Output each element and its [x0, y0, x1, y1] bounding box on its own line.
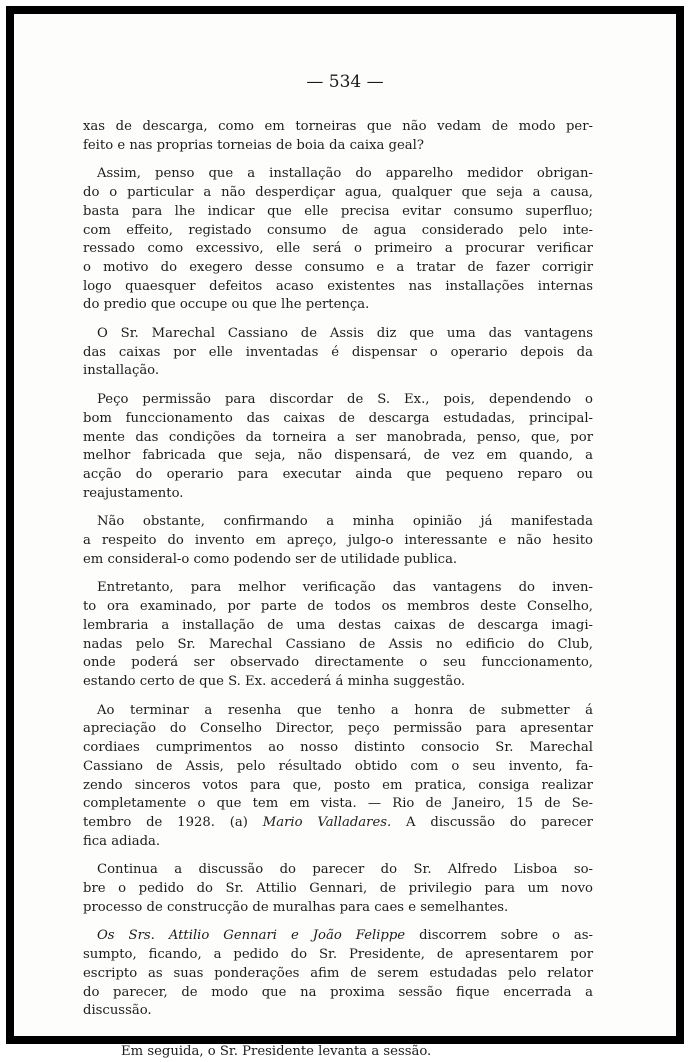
text-line: Entretanto, para melhor verificação das vantagens do inven-: [97, 580, 593, 596]
text-line: apreciação do Conselho Director, peço permissão para apresentar: [83, 721, 593, 737]
text-line: processo de construcção de muralhas para caes e semelhantes.: [83, 899, 509, 915]
text-line: logo quaesquer defeitos acaso existentes nas installações internas: [83, 278, 593, 294]
text-line: mente das condições da torneira a ser manobrada, penso, que, por: [83, 429, 593, 445]
text-line: sumpto, ficando, a pedido do Sr. Presidente, de apresentarem por: [83, 947, 593, 963]
text-line: O Sr. Marechal Cassiano de Assis diz que uma das vantagens: [97, 326, 593, 342]
speaker-names: Os Srs. Attilio Gennari e João Felippe: [97, 928, 406, 944]
paragraph: [83, 702, 593, 852]
text-line: basta para lhe indicar que elle precisa evitar consumo superfluo;: [83, 203, 593, 219]
text-line: Cassiano de Assis, pelo résultado obtido com o seu invento, fa-: [83, 758, 593, 774]
text-line: Peço permissão para discordar de S. Ex., pois, dependendo o: [97, 392, 593, 408]
text-line: melhor fabricada que seja, não dispensará, de vez em quando, a: [83, 448, 593, 464]
text-line: Ao terminar a resenha que tenho a honra de submetter á: [97, 702, 593, 718]
text-line: discussão.: [83, 1003, 152, 1019]
text-line: do parecer, de modo que na proxima sessão fique encerrada a: [83, 984, 593, 1000]
closing-line: Em seguida, o Sr. Presidente levanta a sessão.: [121, 1043, 432, 1059]
text-line: o motivo do exegero desse consumo e a tratar de fazer corrigir: [83, 259, 593, 275]
text-line: a respeito do invento em apreço, julgo-o interessante e não hesito: [83, 533, 593, 549]
text-line: lembraria a installação de uma destas caixas de descarga imagi-: [83, 617, 593, 633]
text-line: estando certo de que S. Ex. accederá á minha suggestão.: [83, 673, 466, 689]
paragraph: [83, 927, 593, 1021]
text-line: cordiaes cumprimentos ao nosso distinto consocio Sr. Marechal: [83, 740, 593, 756]
text-line: fica adiada.: [83, 833, 161, 849]
paragraph: [83, 325, 593, 381]
text-line: reajustamento.: [83, 485, 184, 501]
text-segment: tembro de 1928. (a): [83, 814, 263, 830]
text-line: to ora examinado, por parte de todos os membros deste Conselho,: [83, 599, 593, 615]
text-line: ressado como excessivo, elle será o primeiro a procurar verificar: [83, 241, 593, 257]
document-body: [83, 118, 593, 1062]
text-line: nadas pelo Sr. Marechal Cassiano de Assis no edificio do Club,: [83, 636, 593, 652]
text-line: em consideral-o como podendo ser de utilidade publica.: [83, 551, 458, 567]
text-line: bre o pedido do Sr. Attilio Gennari, de privilegio para um novo: [83, 881, 593, 897]
text-line: onde poderá ser observado directamente o seu funccionamento,: [83, 655, 593, 671]
paragraph: [83, 861, 593, 917]
text-line: bom funccionamento das caixas de descarga estudadas, principal-: [83, 410, 593, 426]
page-number: — 534 —: [306, 72, 384, 92]
text-line: Assim, penso que a installação do apparelho medidor obrigan-: [97, 166, 593, 182]
text-line: Continua a discussão do parecer do Sr. Alfredo Lisboa so-: [97, 862, 593, 878]
signature-name: Mario Valladares.: [262, 814, 392, 830]
text-line: feito e nas proprias torneias de boia da caixa geal?: [83, 137, 424, 153]
text-segment: A discussão do parecer: [391, 814, 593, 830]
text-line: completamente o que tem em vista. — Rio de Janeiro, 15 de Se-: [83, 796, 593, 812]
text-line: escripto as suas ponderações afim de serem estudadas pelo relator: [83, 965, 593, 981]
text-line: [83, 927, 593, 946]
text-line: do o particular a não desperdiçar agua, qualquer que seja a causa,: [83, 185, 593, 201]
paragraph: [83, 391, 593, 503]
text-line: acção do operario para executar ainda que pequeno reparo ou: [83, 466, 593, 482]
text-line: com effeito, registado consumo de agua considerado pelo inte-: [83, 222, 593, 238]
paragraph: [83, 165, 593, 315]
paragraph: [83, 118, 593, 155]
paragraph: [83, 1043, 593, 1062]
text-line: das caixas por elle inventadas é dispensar o operario depois da: [83, 344, 593, 360]
text-line: installação.: [83, 363, 160, 379]
text-line: [83, 814, 593, 833]
paragraph: [83, 579, 593, 691]
text-line: zendo sinceros votos para que, posto em pratica, consiga realizar: [83, 777, 593, 793]
text-segment: discorrem sobre o as-: [405, 928, 593, 944]
text-line: xas de descarga, como em torneiras que não vedam de modo per-: [83, 119, 593, 134]
text-line: Não obstante, confirmando a minha opinião já manifestada: [97, 514, 593, 530]
text-line: do predio que occupe ou que lhe pertença.: [83, 297, 370, 313]
paragraph: [83, 513, 593, 569]
